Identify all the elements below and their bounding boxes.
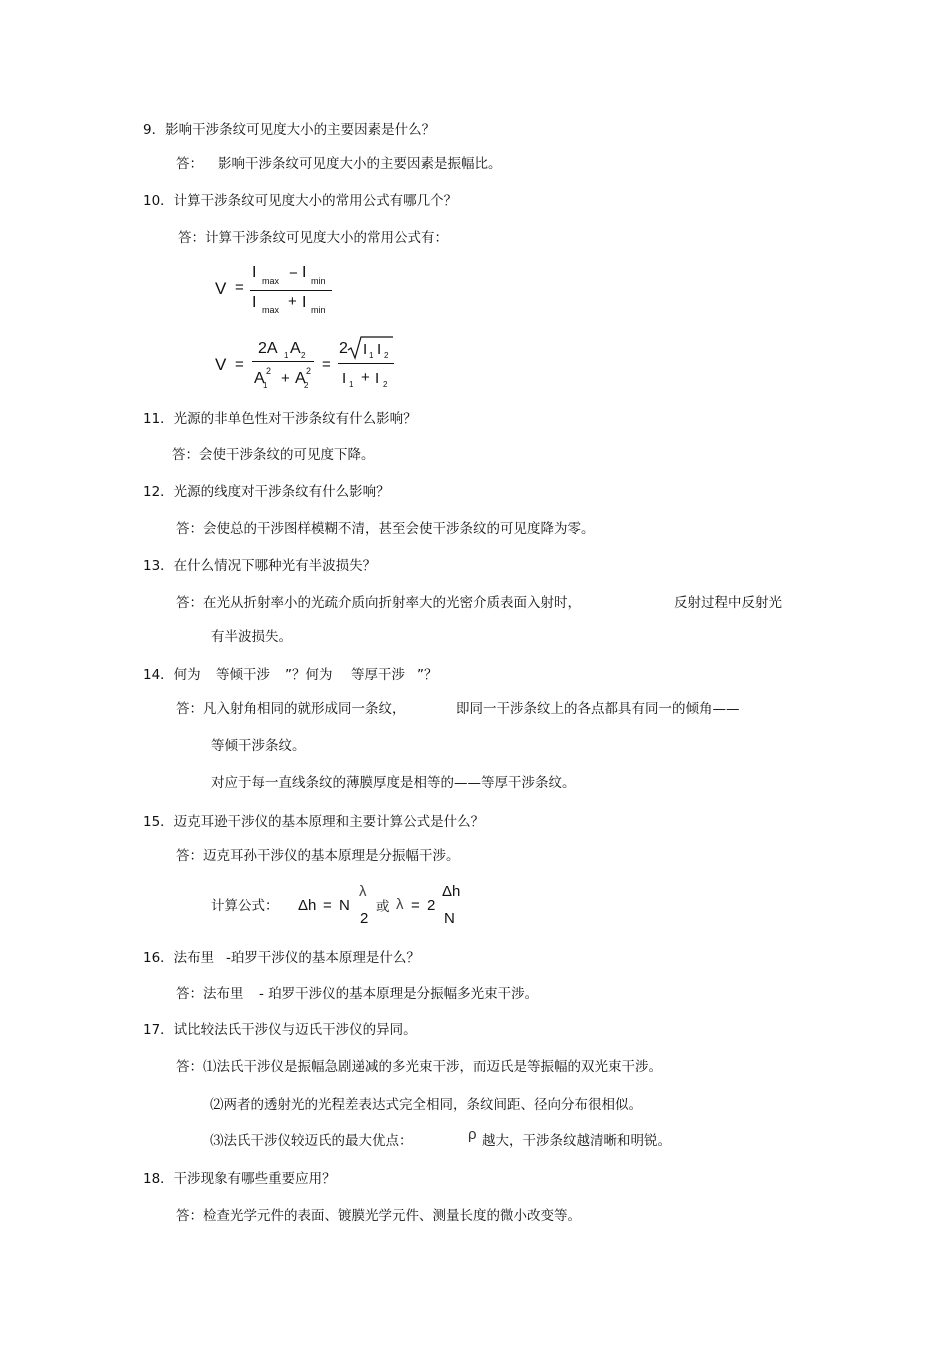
- formula2-root-I2-sub: 2: [384, 351, 389, 360]
- formula1-lhs: V: [215, 279, 227, 298]
- formula2-den-A1: A: [254, 370, 265, 387]
- answer-10: 答：计算干涉条纹可见度大小的常用公式有：: [178, 230, 448, 246]
- question-12: 12．光源的线度对干涉条纹有什么影响？: [143, 484, 390, 500]
- formula15-dh2: Δh: [442, 883, 461, 900]
- formula2-num-sub2: 2: [301, 351, 306, 360]
- answer-18: 答：检查光学元件的表面、镀膜光学元件、测量长度的微小改变等。: [176, 1208, 581, 1224]
- formula1-num-I2: I: [302, 264, 307, 281]
- formula1-num-min: min: [311, 276, 326, 286]
- question-17: 17．试比较法氏干涉仪与迈氏干涉仪的异同。: [143, 1022, 417, 1038]
- question-18: 18．干涉现象有哪些重要应用？: [143, 1171, 336, 1187]
- formula2-den-sq1: 2: [266, 366, 272, 376]
- formula2-num-sub1: 1: [284, 351, 289, 360]
- formula2-rhs-fraction-line: [338, 363, 394, 364]
- answer-15: 答：迈克耳孙干涉仪的基本原理是分振幅干涉。: [176, 848, 460, 864]
- answer-16-part2: - 珀罗干涉仪的基本原理是分振幅多光束干涉。: [259, 986, 539, 1002]
- formula15-N2: N: [444, 910, 455, 927]
- answer-17-3-part1: ⑶法氏干涉仪较迈氏的最大优点：: [210, 1133, 413, 1149]
- formula2-den-sq2: 2: [306, 366, 312, 376]
- question-14-part2: ”？何为: [285, 667, 333, 683]
- question-13: 13．在什么情况下哪种光有半波损失？: [143, 558, 377, 574]
- formula15-eq: =: [323, 897, 332, 914]
- formula15-or: 或: [376, 899, 390, 915]
- answer-13-part2: 反射过程中反射光: [674, 595, 782, 611]
- answer-13-part3: 有半波损失。: [211, 629, 292, 645]
- answer-9: 影响干涉条纹可见度大小的主要因素是振幅比。: [218, 156, 502, 172]
- question-11: 11．光源的非单色性对干涉条纹有什么影响？: [143, 411, 417, 427]
- formula1-den-max: max: [262, 305, 280, 315]
- formula1-fraction-line: [250, 290, 332, 291]
- formula2-lhs: V: [215, 355, 227, 374]
- formula1-eq: =: [235, 279, 244, 296]
- rho-symbol: ρ: [468, 1126, 477, 1143]
- formula-label-15: 计算公式：: [211, 898, 279, 914]
- answer-14-part1: 答：凡入射角相同的就形成同一条纹，: [176, 701, 406, 717]
- formula1-den-plus: +: [288, 293, 297, 310]
- answer-17-1: 答：⑴法氏干涉仪是振幅急剧递减的多光束干涉，而迈氏是等振幅的双光束干涉。: [176, 1059, 662, 1075]
- answer-17-3-part2: 越大，干涉条纹越清晰和明锐。: [482, 1133, 671, 1149]
- formula2-rhs-den-I1: I: [342, 370, 347, 387]
- question-16-part1: 16．法布里: [143, 950, 215, 966]
- answer-11: 答：会使干涉条纹的可见度下降。: [172, 447, 375, 463]
- formula15-two2: 2: [427, 897, 436, 914]
- question-14-term1: 等倾干涉: [216, 667, 270, 683]
- formula15-two: 2: [360, 910, 369, 927]
- formula15-lambda2: λ: [396, 896, 404, 913]
- formula1-num-I: I: [252, 264, 257, 281]
- answer-14-part3: 等倾干涉条纹。: [211, 738, 306, 754]
- answer-12: 答：会使总的干涉图样模糊不清，甚至会使干涉条纹的可见度降为零。: [176, 521, 595, 537]
- formula1-den-min: min: [311, 305, 326, 315]
- formula2-den-plus: +: [281, 370, 290, 387]
- formula2-root-I1: I: [363, 341, 368, 358]
- question-14-part3: ”？: [417, 667, 438, 683]
- formula2-num: 2A: [258, 340, 278, 357]
- question-9: 9．影响干涉条纹可见度大小的主要因素是什么？: [143, 122, 436, 138]
- formula15-dh: Δh: [298, 897, 317, 914]
- answer-13-part1: 答：在光从折射率小的光疏介质向折射率大的光密介质表面入射时，: [176, 595, 581, 611]
- formula15-N: N: [339, 897, 350, 914]
- question-14-part1: 14．何为: [143, 667, 201, 683]
- formula15-eq2: =: [411, 897, 420, 914]
- formula2-fraction-line: [252, 361, 314, 362]
- formula2-root-I2: I: [377, 341, 382, 358]
- answer-17-2: ⑵两者的透射光的光程差表达式完全相同，条纹间距、径向分布很相似。: [210, 1097, 642, 1113]
- formula1-num-max: max: [262, 276, 280, 286]
- formula1-den-I2: I: [302, 294, 307, 311]
- formula2-den-sub1: 1: [263, 381, 268, 390]
- question-16-part2: -珀罗干涉仪的基本原理是什么？: [226, 950, 420, 966]
- formula2-rhs-den-sub2: 2: [383, 380, 388, 389]
- formula2-rhs-den-plus: +: [361, 369, 370, 386]
- formula1-den-I: I: [252, 294, 257, 311]
- formula2-den-sub2: 2: [304, 381, 309, 390]
- answer-label-9: 答：: [176, 156, 203, 172]
- formula2-num-A2: A: [290, 340, 301, 357]
- answer-14-part2: 即同一干涉条纹上的各点都具有同一的倾角——: [456, 701, 740, 717]
- formula2-den-A2: A: [295, 370, 306, 387]
- formula15-lambda: λ: [359, 883, 367, 900]
- formula2-rhs-den-I2: I: [375, 370, 380, 387]
- formula2-root-I1-sub: 1: [369, 351, 374, 360]
- formula2-eq: =: [235, 356, 244, 373]
- formula2-eq2: =: [322, 356, 331, 373]
- formula2-rhs-num: 2: [339, 340, 348, 357]
- answer-16-part1: 答：法布里: [176, 986, 244, 1002]
- question-15: 15．迈克耳逊干涉仪的基本原理和主要计算公式是什么？: [143, 814, 485, 830]
- answer-14-part4: 对应于每一直线条纹的薄膜厚度是相等的——等厚干涉条纹。: [211, 775, 576, 791]
- question-10: 10．计算干涉条纹可见度大小的常用公式有哪几个？: [143, 193, 458, 209]
- question-14-term2: 等厚干涉: [351, 667, 405, 683]
- formula2-rhs-den-sub1: 1: [349, 380, 354, 389]
- formula1-num-minus: −: [289, 265, 298, 282]
